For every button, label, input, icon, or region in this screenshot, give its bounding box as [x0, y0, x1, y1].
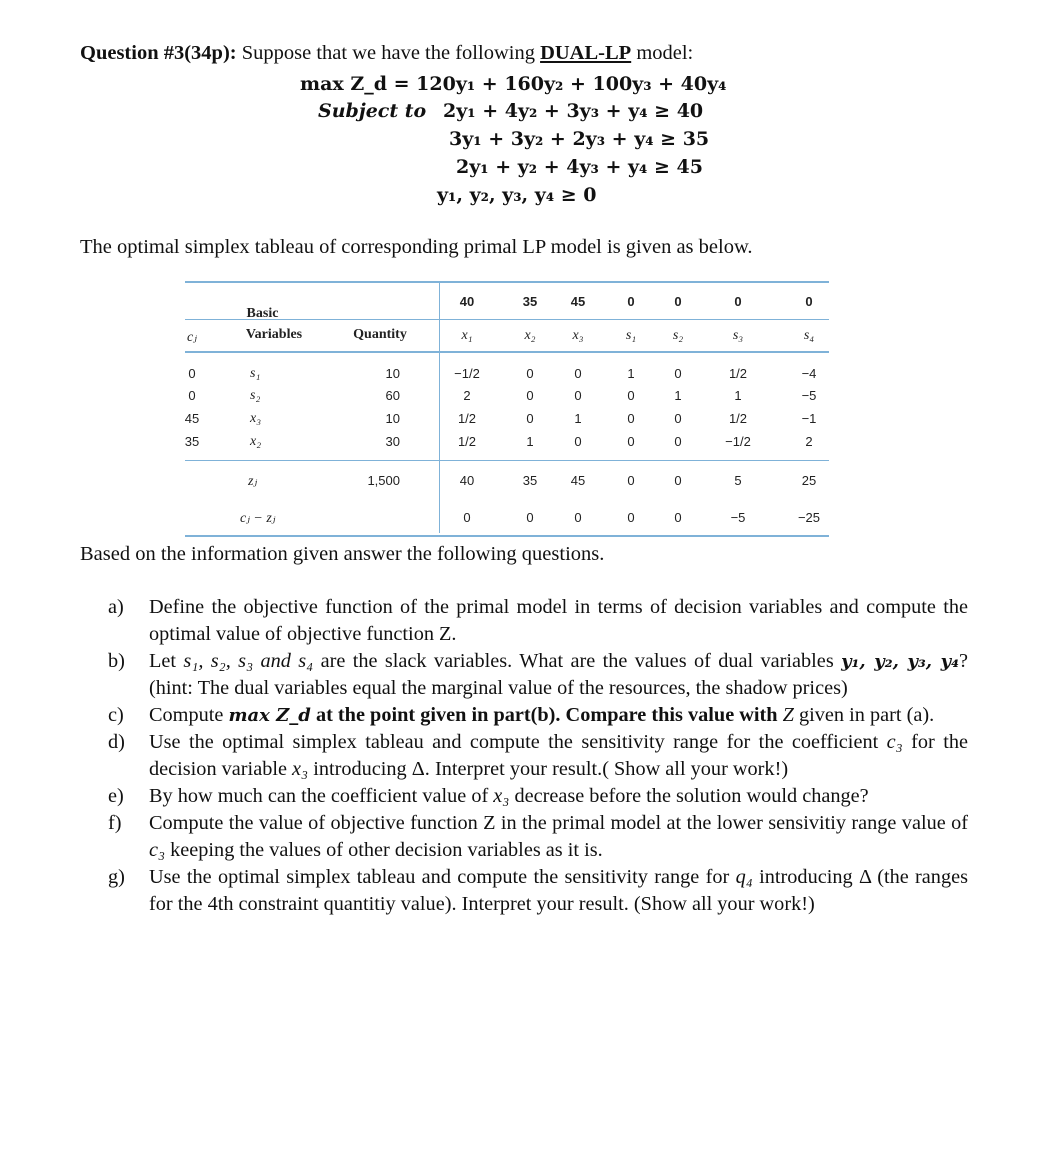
question-text-post: introducing Δ (the ranges for the 4th constraint quantitiy value). Interpret your result. (Show all your work!) [149, 866, 968, 915]
zj-quantity: 1,500 [367, 473, 400, 488]
question-label: e) [108, 785, 124, 807]
tableau-intro: The optimal simplex tableau of corresponding primal LP model is given as below. [80, 236, 753, 258]
tableau-cell: 1 [627, 366, 635, 381]
cost-s4: 0 [805, 294, 813, 309]
tableau-cell: −4 [801, 366, 817, 381]
basic-label: Basic [246, 306, 279, 321]
row-cj-value: 0 [188, 388, 196, 403]
question-a [108, 594, 968, 648]
dual-variables-math: y₁, y₂, y₃, y₄ [841, 651, 959, 672]
tableau-cell: 0 [674, 411, 682, 426]
question-intro: Suppose that we have the following [241, 42, 535, 64]
zj-cell: 0 [674, 473, 682, 488]
question-text-pre: Compute [149, 704, 224, 726]
cj-minus-zj-cell: 0 [526, 510, 534, 525]
question-text-post: given in part (a). [799, 704, 935, 726]
question-text: Define the objective function of the primal model in terms of decision variables and compute the optimal value of objective function Z. [149, 596, 968, 645]
row-basic-variable: s₂ [250, 388, 261, 403]
zj-cell: 0 [627, 473, 635, 488]
tableau-cell: 0 [526, 366, 534, 381]
question-text-pre: Compute the value of objective function Z in the primal model at the lower sensivitiy range value of [149, 812, 968, 834]
question-text-pre: By how much can the coefficient value of [149, 785, 489, 807]
cj-minus-zj-cell: 0 [627, 510, 635, 525]
tableau-cell: 0 [526, 411, 534, 426]
cost-x2: 35 [522, 294, 538, 309]
tableau-cell: 0 [627, 434, 635, 449]
tableau-cell: 0 [574, 434, 582, 449]
cj-minus-zj-cell: −5 [730, 510, 746, 525]
cj-minus-zj-cell: 0 [463, 510, 471, 525]
tableau-cell: −1/2 [725, 434, 751, 449]
constraint-1: 2y₁ + 4y₂ + 3y₃ + y₄ ≥ 40 [443, 100, 704, 122]
question-label: d) [108, 731, 125, 753]
cj-label: cⱼ [187, 330, 197, 345]
tableau-cell: 1/2 [728, 366, 748, 381]
question-e [108, 783, 968, 810]
row-quantity: 30 [385, 434, 400, 449]
question-intro-end: model: [636, 42, 694, 64]
question-text-pre: Use the optimal simplex tableau and compute the sensitivity range for [149, 866, 730, 888]
question-list [108, 594, 968, 918]
tableau-top-rule [185, 281, 829, 283]
row-quantity: 10 [385, 411, 400, 426]
row-quantity: 10 [385, 366, 400, 381]
question-label: g) [108, 866, 125, 888]
tableau-cell: 1 [734, 388, 742, 403]
question-text-bold: at the point given in part(b). Compare this value with [315, 704, 778, 726]
x3-math: x₃ [493, 785, 510, 807]
row-cj-value: 45 [184, 411, 200, 426]
c3-math: c₃ [149, 839, 166, 861]
question-d [108, 729, 968, 783]
quantity-label: Quantity [353, 327, 407, 342]
header-x3: x₃ [572, 328, 584, 343]
z-variable: Z [782, 704, 794, 726]
question-text-mid: are the slack variables. What are the values of dual variables [320, 650, 834, 672]
tableau-cell: 0 [574, 366, 582, 381]
question-label: b) [108, 650, 125, 672]
zj-label: zⱼ [248, 474, 258, 489]
tableau-cell: 0 [627, 388, 635, 403]
cj-minus-zj-cell: −25 [797, 510, 821, 525]
tableau-cell: −1 [801, 411, 817, 426]
header-rule [185, 351, 829, 353]
cost-x3: 45 [570, 294, 586, 309]
qty-column-divider [439, 283, 440, 533]
cost-s2: 0 [674, 294, 682, 309]
zj-cell: 5 [734, 473, 742, 488]
zj-cell: 40 [459, 473, 475, 488]
cost-s3: 0 [734, 294, 742, 309]
variables-label: Variables [245, 327, 303, 342]
question-text-pre: Use the optimal simplex tableau and compute the sensitivity range for the coefficient [149, 731, 879, 753]
question-text-pre: Let [149, 650, 177, 672]
q4-math: q₄ [735, 866, 753, 888]
c3-math: c₃ [886, 731, 903, 753]
header-s1: s₁ [625, 328, 637, 343]
model-name: DUAL-LP [540, 42, 632, 64]
tableau-cell: 1/2 [457, 411, 477, 426]
question-text-mid: for the decision variable [149, 731, 969, 780]
question-c [108, 702, 968, 729]
tableau-cell: 2 [805, 434, 813, 449]
simplex-tableau [0, 0, 1042, 560]
tableau-cell: 0 [627, 411, 635, 426]
tableau-cell: 0 [674, 366, 682, 381]
subject-to-label: Subject to [318, 100, 427, 122]
row-cj-value: 0 [188, 366, 196, 381]
nonnegativity-constraint: y₁, y₂, y₃, y₄ ≥ 0 [437, 184, 597, 206]
objective-function: max Z_d = 120y₁ + 160y₂ + 100y₃ + 40y₄ [300, 73, 727, 95]
tableau-cell: 1/2 [457, 434, 477, 449]
zj-cell: 25 [801, 473, 817, 488]
cj-minus-zj-label: cⱼ − zⱼ [240, 511, 276, 526]
header-s4: s₄ [803, 328, 815, 343]
question-text-post: decrease before the solution would change? [514, 785, 869, 807]
question-text-post: ? (hint: The dual variables equal the marginal value of the resources, the shadow prices) [149, 650, 968, 699]
question-b [108, 648, 968, 702]
slack-variables-math: s₁, s₂, s₃ and s₄ [183, 650, 314, 672]
question-label: c) [108, 704, 124, 726]
tableau-cell: 0 [526, 388, 534, 403]
header-s3: s₃ [732, 328, 744, 343]
question-f [108, 810, 968, 864]
cost-x1: 40 [459, 294, 475, 309]
constraint-3: 2y₁ + y₂ + 4y₃ + y₄ ≥ 45 [456, 156, 703, 178]
cost-s1: 0 [627, 294, 635, 309]
cj-minus-zj-cell: 0 [674, 510, 682, 525]
cj-minus-zj-cell: 0 [574, 510, 582, 525]
question-text-post: keeping the values of other decision variables as it is. [170, 839, 603, 861]
tableau-cell: 1 [574, 411, 582, 426]
question-label: f) [108, 812, 122, 834]
zj-cell: 45 [570, 473, 586, 488]
row-quantity: 60 [385, 388, 400, 403]
tableau-cell: 0 [574, 388, 582, 403]
tableau-cell: 1 [526, 434, 534, 449]
max-zd-math: max Z_d [228, 705, 311, 726]
header-x2: x₂ [524, 328, 536, 343]
based-on-text: Based on the information given answer the following questions. [80, 543, 605, 565]
header-s2: s₂ [672, 328, 684, 343]
tableau-cell: 0 [674, 434, 682, 449]
row-cj-value: 35 [184, 434, 200, 449]
header-x1: x₁ [461, 328, 473, 343]
row-basic-variable: s₁ [250, 366, 261, 381]
question-text-post: introducing Δ. Interpret your result.( Show all your work!) [313, 758, 789, 780]
tableau-cell: −5 [801, 388, 817, 403]
body-rule [185, 460, 829, 461]
constraint-2: 3y₁ + 3y₂ + 2y₃ + y₄ ≥ 35 [449, 128, 710, 150]
row-basic-variable: x₃ [250, 411, 262, 426]
x3-math: x₃ [292, 758, 309, 780]
tableau-cell: 2 [463, 388, 471, 403]
tableau-cell: −1/2 [454, 366, 480, 381]
question-g [108, 864, 968, 918]
tableau-cell: 1 [674, 388, 682, 403]
question-label: Question #3(34p): [80, 42, 237, 64]
question-label: a) [108, 596, 124, 618]
row-basic-variable: x₂ [250, 434, 262, 449]
tableau-cell: 1/2 [728, 411, 748, 426]
zj-cell: 35 [522, 473, 538, 488]
tableau-bottom-rule [185, 535, 829, 537]
